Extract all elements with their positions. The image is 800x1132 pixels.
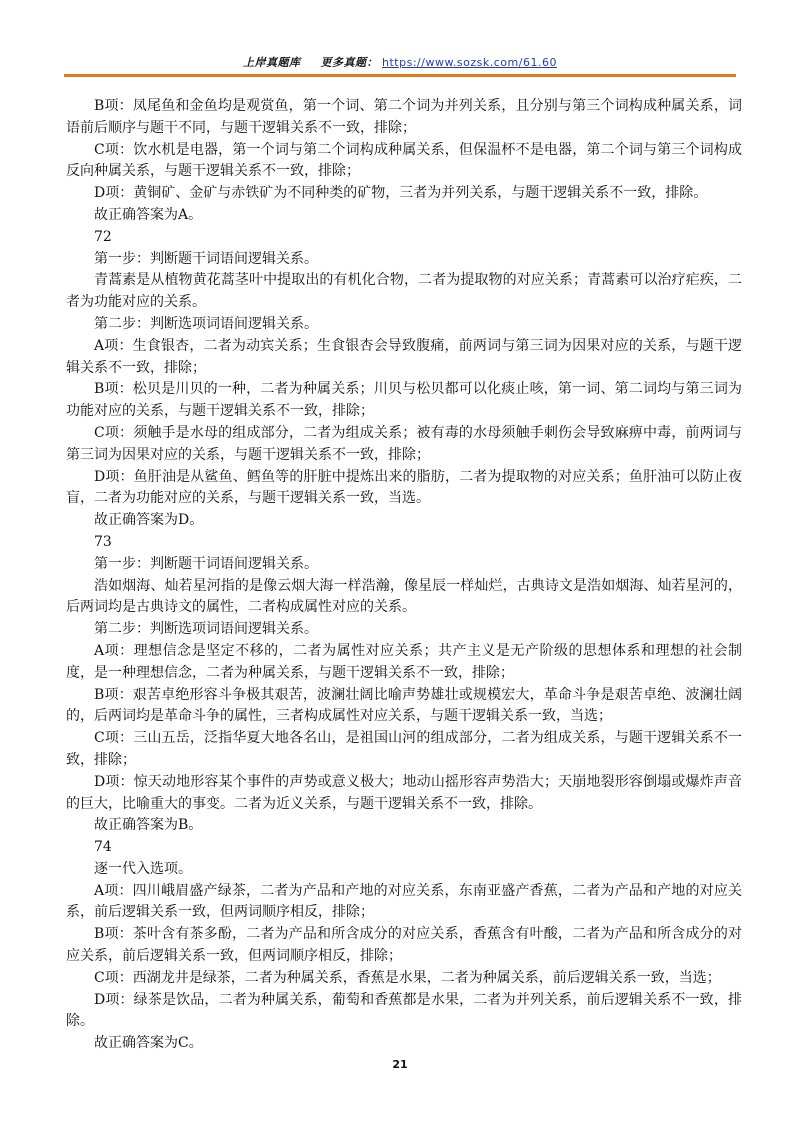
header-mid-label: 更多真题： [320,56,379,69]
header-left-label: 上岸真题库 [243,56,301,69]
answer-line: 故正确答案为B。 [94,817,203,834]
paragraph: B项：凤尾鱼和金鱼均是观赏鱼，第一个词、第二个词为并列关系，且分别与第三个词构成种属关系，词语前后顺序与题干不同，与题干逻辑关系不一致，排除； [66,98,742,136]
paragraph: D项：绿茶是饮品，二者为种属关系，葡萄和香蕉都是水果，二者为并列关系，前后逻辑关系不一致，排除。 [66,991,742,1030]
paragraph: D项：黄铜矿、金矿与赤铁矿为不同种类的矿物，三者为并列关系，与题干逻辑关系不一致，排除。 [94,185,708,202]
paragraph: A项：四川峨眉盛产绿茶，二者为产品和产地的对应关系，东南亚盛产香蕉，二者为产品和产地的对应关系，前后逻辑关系一致，但两词顺序相反，排除； [66,882,742,921]
paragraph: C项：须触手是水母的组成部分，二者为组成关系；被有毒的水母须触手刺伤会导致麻痹中毒，前两词与第三词为因果对应的关系，与题干逻辑关系不一致，排除； [66,424,742,463]
paragraph: 浩如烟海、灿若星河指的是像云烟大海一样浩瀚，像星辰一样灿烂，古典诗文是浩如烟海、灿若星河的，后两词均是古典诗文的属性，二者构成属性对应的关系。 [66,577,742,616]
page-number: 21 [392,1058,408,1071]
answer-line: 故正确答案为A。 [94,206,203,223]
paragraph: B项：艰苦卓绝形容斗争极其艰苦，波澜壮阔比喻声势雄壮或规模宏大，革命斗争是艰苦卓绝、波澜壮阔的，后两词均是革命斗争的属性，三者构成属性对应关系，与题干逻辑关系一致，当选； [66,686,742,725]
paragraph: B项：茶叶含有茶多酚，二者为产品和所含成分的对应关系，香蕉含有叶酸，二者为产品和所含成分的对应关系，前后逻辑关系一致，但两词顺序相反，排除； [66,926,742,965]
step-heading: 第二步：判断选项词语间逻辑关系。 [94,621,318,638]
answer-explanation-body [66,96,742,1055]
paragraph: 青蒿素是从植物黄花蒿茎叶中提取出的有机化合物，二者为提取物的对应关系；青蒿素可以治疗疟疾，二者为功能对应的关系。 [66,272,742,311]
answer-line: 故正确答案为D。 [94,512,204,529]
step-heading: 第一步：判断题干词语间逻辑关系。 [94,250,318,267]
step-heading: 第二步：判断选项词语间逻辑关系。 [94,315,318,332]
question-number: 72 [94,228,112,245]
question-number: 74 [94,839,112,856]
paragraph: C项：饮水机是电器，第一个词与第二个词构成种属关系，但保温杯不是电器，第二个词与第三个词构成反向种属关系，与题干逻辑关系不一致，排除； [66,141,742,180]
header-link[interactable]: https://www.sozsk.com/61.60 [382,56,557,69]
paragraph: C项：三山五岳，泛指华夏大地各名山，是祖国山河的组成部分，二者为组成关系，与题干逻辑关系不一致，排除； [66,730,742,768]
paragraph: C项：西湖龙井是绿茶，二者为种属关系，香蕉是水果，二者为种属关系，前后逻辑关系一致，当选； [94,969,721,986]
step-heading: 第一步：判断题干词语间逻辑关系。 [94,555,318,572]
answer-line: 故正确答案为C。 [94,1035,203,1052]
paragraph: A项：生食银杏，二者为动宾关系；生食银杏会导致腹痛，前两词与第三词为因果对应的关系，与题干逻辑关系不一致，排除； [66,337,742,376]
paragraph: D项：惊天动地形容某个事件的声势或意义极大；地动山摇形容声势浩大；天崩地裂形容倒塌或爆炸声音的巨大，比喻重大的事变。二者为近义关系，与题干逻辑关系不一致，排除。 [66,773,742,812]
paragraph: B项：松贝是川贝的一种，二者为种属关系；川贝与松贝都可以化痰止咳，第一词、第二词均与第三词为功能对应的关系，与题干逻辑关系不一致，排除； [66,381,742,420]
page-header [0,56,800,70]
question-number: 73 [94,533,112,550]
step-heading: 逐一代入选项。 [94,860,192,877]
paragraph: D项：鱼肝油是从鲨鱼、鳕鱼等的肝脏中提炼出来的脂肪，二者为提取物的对应关系；鱼肝油可以防止夜盲，二者为功能对应的关系，与题干逻辑关系一致，当选。 [66,468,742,507]
paragraph: A项：理想信念是坚定不移的，二者为属性对应关系；共产主义是无产阶级的思想体系和理想的社会制度，是一种理想信念，二者为种属关系，与题干逻辑关系不一致，排除； [66,642,742,681]
header-divider [64,74,736,77]
